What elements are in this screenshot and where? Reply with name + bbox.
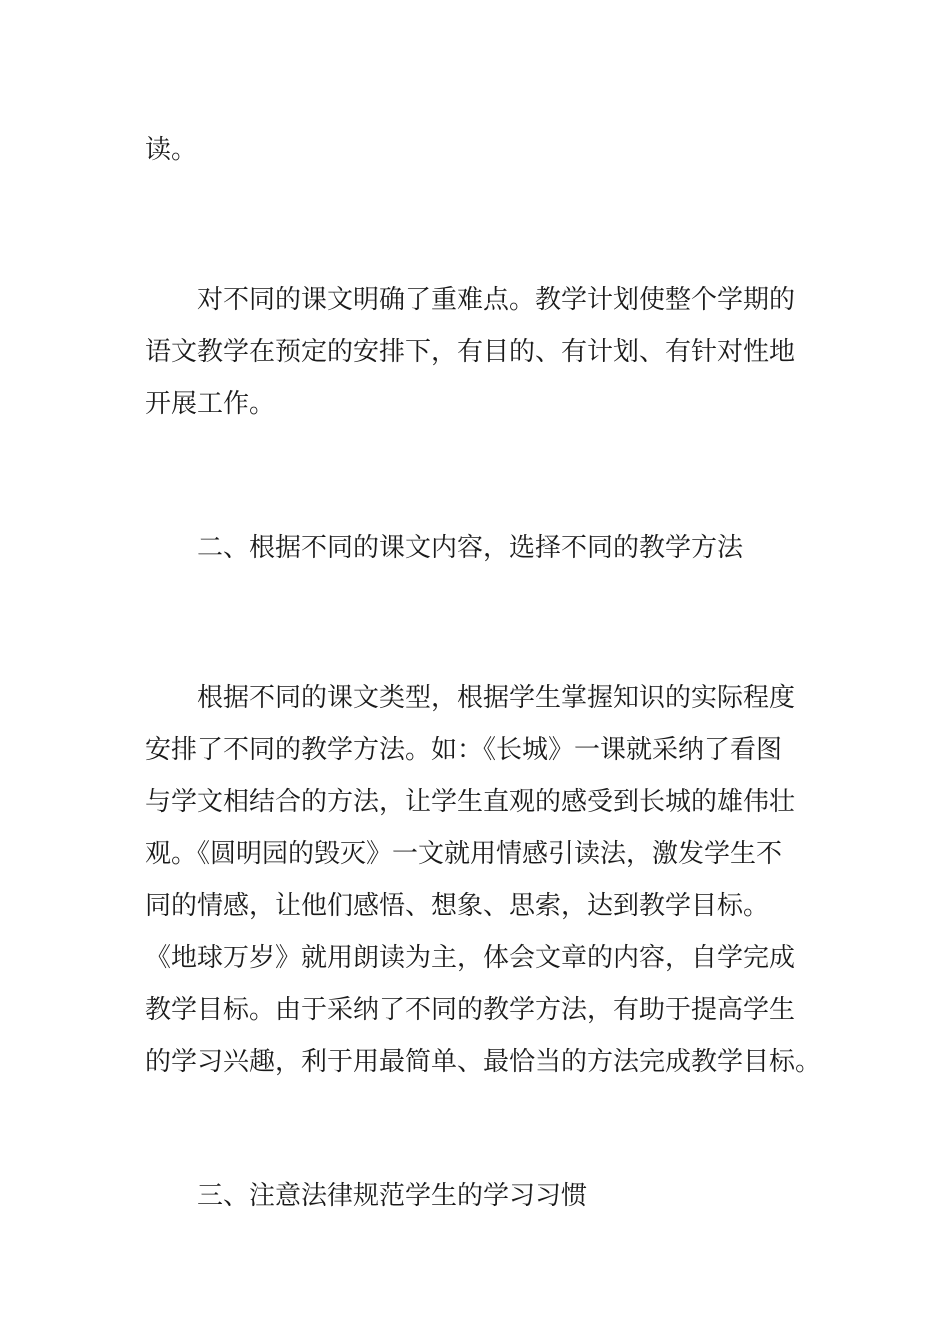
section-heading-3	[145, 1170, 825, 1222]
text-line: 对不同的课文明确了重难点。教学计划使整个学期的	[197, 285, 796, 315]
text-line: 读。	[145, 135, 198, 165]
text-line: 与学文相结合的方法，让学生直观的感受到长城的雄伟壮	[145, 787, 796, 817]
text-line: 根据不同的课文类型，根据学生掌握知识的实际程度	[197, 683, 796, 713]
text-line: 的学习兴趣，利于用最简单、最恰当的方法完成教学目标。	[145, 1047, 822, 1077]
text-line: 开展工作。	[145, 389, 276, 419]
section-heading-2	[145, 522, 825, 574]
text-line: 语文教学在预定的安排下，有目的、有计划、有针对性地	[145, 337, 796, 367]
text-line: 同的情感，让他们感悟、想象、思索，达到教学目标。	[145, 891, 770, 921]
text-line: 观。《圆明园的毁灭》一文就用情感引读法，激发学生不	[145, 839, 783, 869]
text-line: 教学目标。由于采纳了不同的教学方法，有助于提高学生	[145, 995, 796, 1025]
paragraph-2	[145, 672, 825, 1088]
text-fragment	[145, 124, 825, 176]
text-line: 《地球万岁》就用朗读为主，体会文章的内容，自学完成	[145, 943, 796, 973]
text-line: 安排了不同的教学方法。如：《长城》一课就采纳了看图	[145, 735, 783, 765]
section-heading: 二、根据不同的课文内容，选择不同的教学方法	[197, 533, 744, 563]
paragraph-1	[145, 274, 825, 430]
section-heading: 三、注意法律规范学生的学习习惯	[197, 1181, 588, 1211]
